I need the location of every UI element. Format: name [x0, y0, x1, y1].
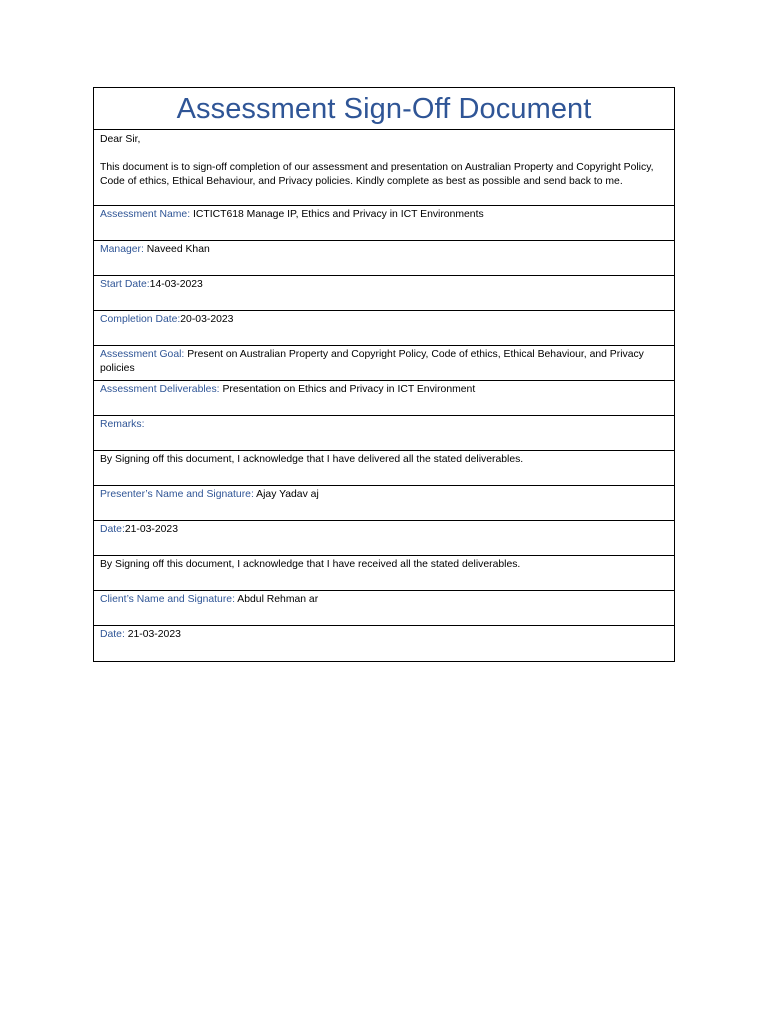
start-date-row: [94, 276, 674, 311]
assessment-name-label: Assessment Name:: [100, 209, 191, 220]
manager-row: [94, 241, 674, 276]
intro-text: This document is to sign-off completion of our assessment and presentation on Australian Property and Copyright Policy, Code of ethics, Ethical Behaviour, and Privacy policies. Kindly complete as best as possible and send back to me.: [100, 162, 654, 187]
start-date-value: 14-03-2023: [149, 279, 203, 290]
assessment-goal-value: Present on Australian Property and Copyright Policy, Code of ethics, Ethical Behaviour, and Privacy policies: [100, 349, 644, 374]
assessment-goal-label: Assessment Goal:: [100, 349, 185, 360]
client-signature-row: [94, 591, 674, 626]
manager-value: Naveed Khan: [146, 244, 210, 255]
assessment-name-value: ICTICT618 Manage IP, Ethics and Privacy in ICT Environments: [192, 209, 484, 220]
completion-date-label: Completion Date:: [100, 314, 181, 325]
client-signature-value: Abdul Rehman ar: [237, 594, 319, 605]
assessment-deliverables-value: Presentation on Ethics and Privacy in ICT Environment: [222, 384, 476, 395]
client-signature-label: Client’s Name and Signature:: [100, 594, 235, 605]
client-date-value: 21-03-2023: [127, 629, 181, 640]
greeting-text: Dear Sir,: [100, 134, 141, 145]
presenter-date-label: Date:: [100, 524, 125, 535]
manager-label: Manager:: [100, 244, 144, 255]
intro-row: [94, 130, 674, 206]
remarks-label: Remarks:: [100, 419, 145, 430]
assessment-deliverables-row: [94, 381, 674, 416]
remarks-row: [94, 416, 674, 451]
assessment-goal-row: [94, 346, 674, 381]
client-date-label: Date:: [100, 629, 125, 640]
assessment-name-row: [94, 206, 674, 241]
client-date-row: [94, 626, 674, 661]
completion-date-value: 20-03-2023: [180, 314, 234, 325]
presenter-acknowledgement-text: By Signing off this document, I acknowledge that I have delivered all the stated deliverables.: [100, 454, 524, 465]
presenter-acknowledgement-row: [94, 451, 674, 486]
document-title: Assessment Sign-Off Document: [94, 88, 674, 130]
presenter-signature-row: [94, 486, 674, 521]
sign-off-document: [93, 87, 675, 662]
presenter-date-value: 21-03-2023: [124, 524, 178, 535]
client-acknowledgement-row: [94, 556, 674, 591]
presenter-date-row: [94, 521, 674, 556]
start-date-label: Start Date:: [100, 279, 150, 290]
assessment-deliverables-label: Assessment Deliverables:: [100, 384, 220, 395]
presenter-signature-label: Presenter’s Name and Signature:: [100, 489, 254, 500]
completion-date-row: [94, 311, 674, 346]
client-acknowledgement-text: By Signing off this document, I acknowledge that I have received all the stated deliverables.: [100, 559, 521, 570]
presenter-signature-value: Ajay Yadav aj: [256, 489, 319, 500]
